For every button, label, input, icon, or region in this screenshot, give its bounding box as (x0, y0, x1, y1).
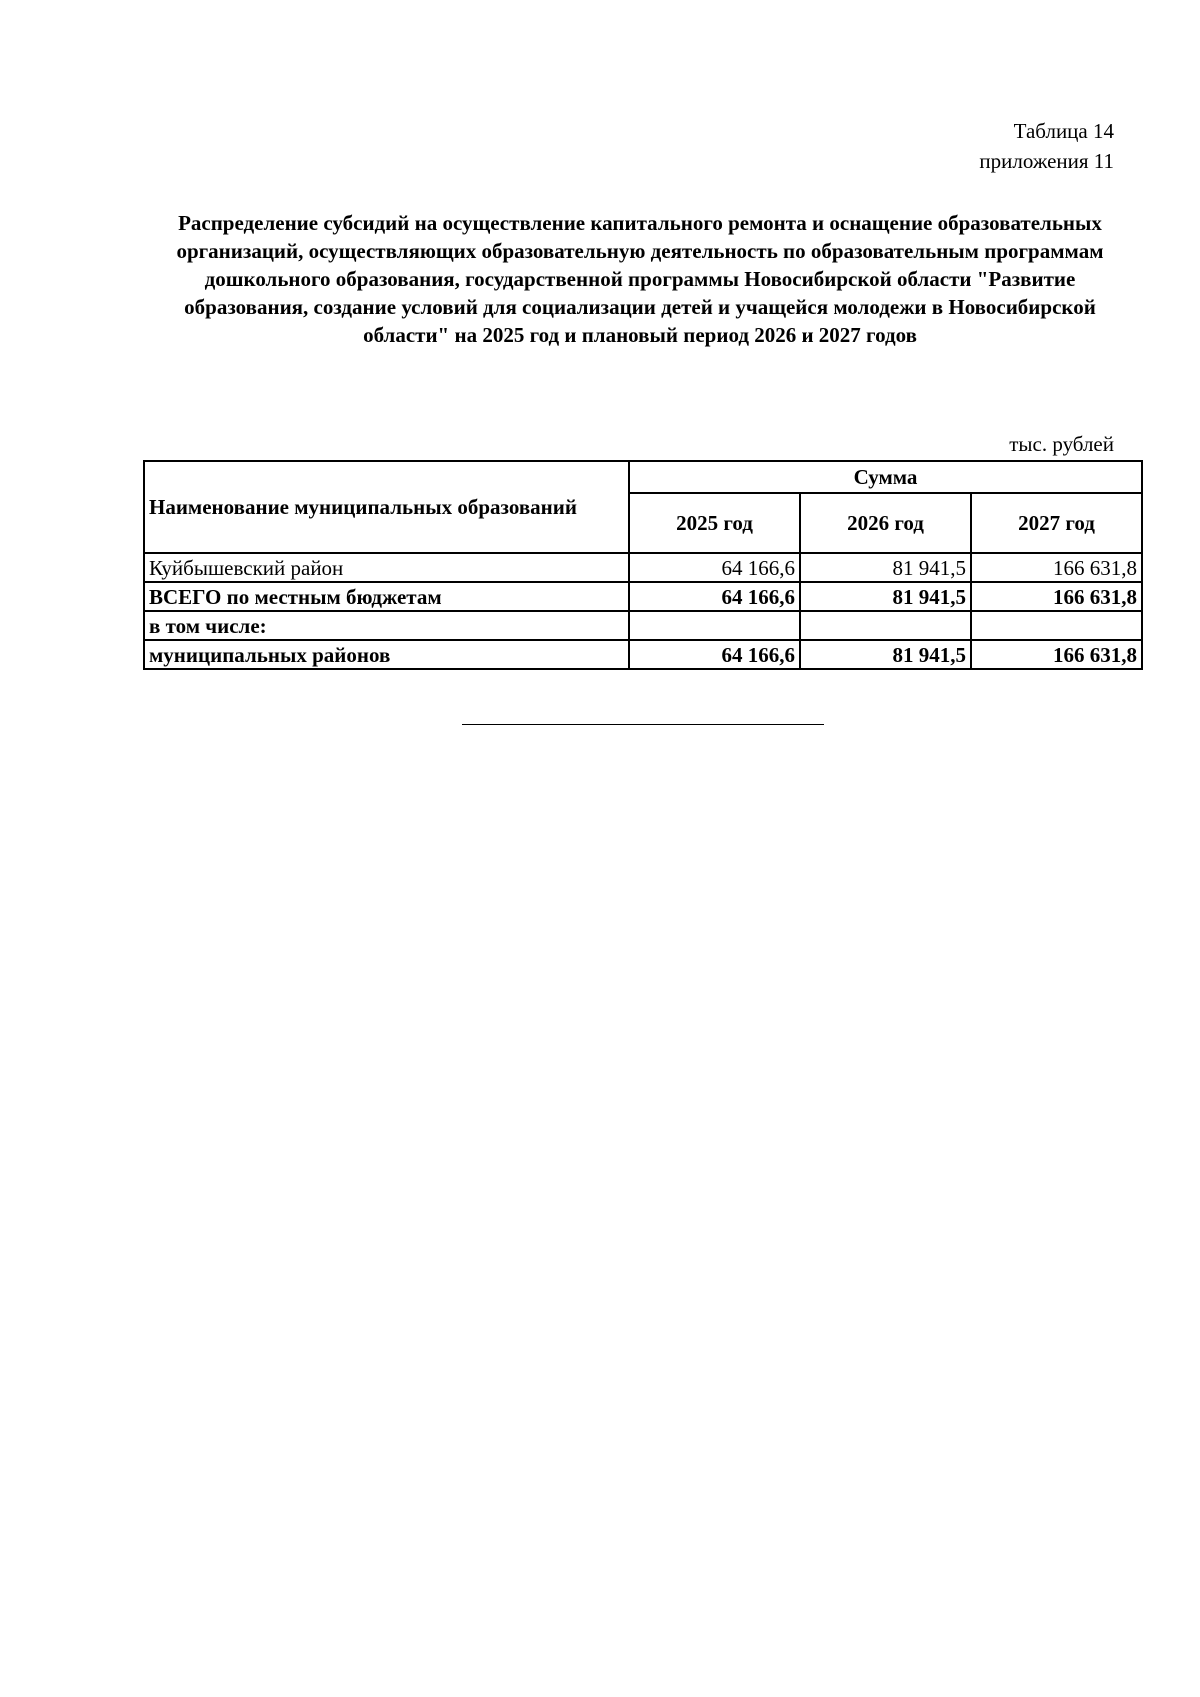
row-name-cell: муниципальных районов (144, 640, 629, 669)
table-row-total-local-budgets (144, 582, 1142, 611)
value-2026-cell: 81 941,5 (800, 582, 971, 611)
value-2027-cell: 166 631,8 (971, 582, 1142, 611)
municipality-column-header: Наименование муниципальных образований (144, 461, 629, 553)
subsidy-distribution-table (143, 460, 1143, 670)
row-name-cell: в том числе: (144, 611, 629, 640)
units-label: тыс. рублей (1009, 432, 1114, 456)
value-2025-cell: 64 166,6 (629, 553, 800, 582)
row-name-cell: ВСЕГО по местным бюджетам (144, 582, 629, 611)
table-row-including (144, 611, 1142, 640)
value-2027-cell: 166 631,8 (971, 553, 1142, 582)
value-2025-cell (629, 611, 800, 640)
row-name-cell: Куйбышевский район (144, 553, 629, 582)
document-title: Распределение субсидий на осуществление капитального ремонта и оснащение образовательных организаций, осуществляющих образовательную деятельность по образовательным программам дошкольного образования, государственной программы Новосибирской области "Развитие образования, создание условий для социализации детей и учащейся молодежи в Новосибирской области" на 2025 год и плановый период 2026 и 2027 годов (176, 211, 1104, 347)
year-2026-header: 2026 год (800, 493, 971, 553)
table-number-label: Таблица 14 (1013, 119, 1114, 143)
value-2026-cell: 81 941,5 (800, 640, 971, 669)
year-2027-header: 2027 год (971, 493, 1142, 553)
document-header (979, 116, 1114, 176)
appendix-label: приложения 11 (979, 149, 1114, 173)
value-2027-cell (971, 611, 1142, 640)
value-2027-cell: 166 631,8 (971, 640, 1142, 669)
value-2025-cell: 64 166,6 (629, 582, 800, 611)
table-row-kuibyshev-district (144, 553, 1142, 582)
document-end-divider (462, 724, 824, 725)
value-2026-cell (800, 611, 971, 640)
value-2025-cell: 64 166,6 (629, 640, 800, 669)
year-2025-header: 2025 год (629, 493, 800, 553)
table-row-municipal-districts (144, 640, 1142, 669)
value-2026-cell: 81 941,5 (800, 553, 971, 582)
sum-column-header: Сумма (629, 461, 1142, 493)
